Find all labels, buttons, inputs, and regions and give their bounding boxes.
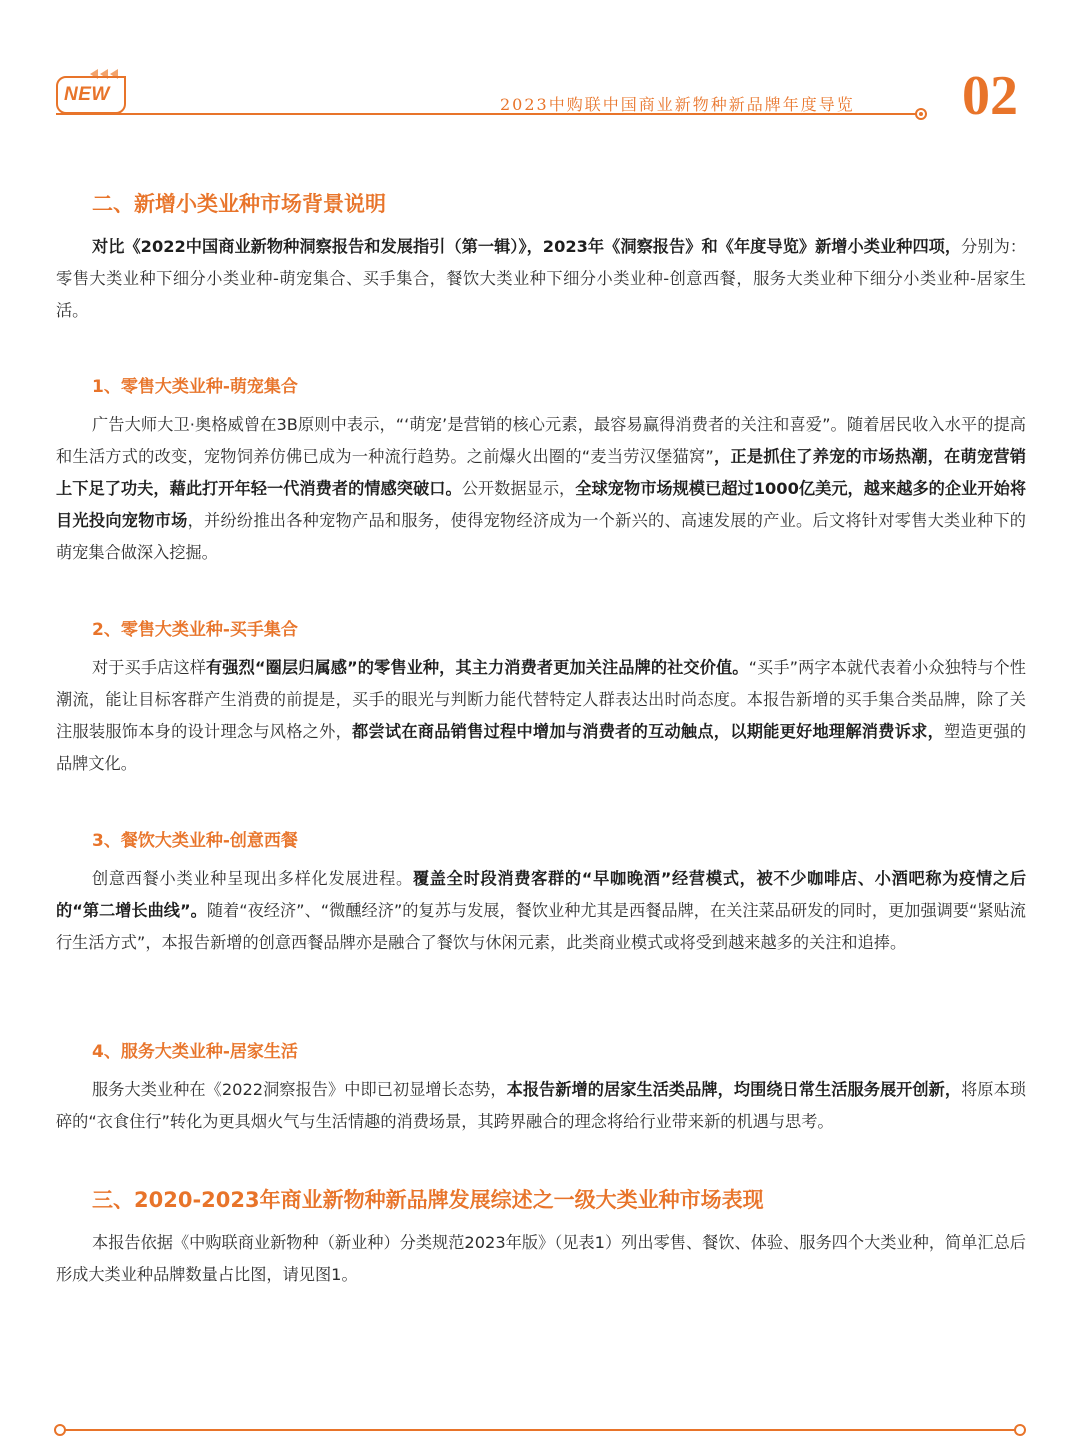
text-run: 随着“夜经济”、“微醺经济”的复苏与发展，餐饮业种尤其是西餐品牌，在关注菜品研发的同时，更加强调要“紧贴流行生活方式”，本报告新增的创意西餐品牌亦是融合了餐饮与休闲元素，此类商业模式或将受到越来越多的关注和追捧。: [56, 901, 1026, 952]
bold-run: 本报告新增的居家生活类品牌，均围绕日常生活服务展开创新，: [506, 1080, 962, 1099]
subsection-heading-home: 4、服务大类业种-居家生活: [92, 1042, 298, 1062]
bold-run: 有强烈“圈层归属感”的零售业种，其主力消费者更加关注品牌的社交价值。: [206, 658, 749, 677]
text-run: 服务大类业种在《2022洞察报告》中即已初显增长态势，: [92, 1080, 507, 1099]
paragraph-western: [56, 863, 1026, 959]
section-heading: 二、新增小类业种市场背景说明: [92, 192, 386, 216]
page-number: 02: [962, 65, 1018, 127]
bold-run: 都尝试在商品销售过程中增加与消费者的互动触点，以期能更好地理解消费诉求，: [352, 722, 945, 741]
footer-circle-icon: [1014, 1424, 1026, 1436]
text-run: 公开数据显示，: [461, 479, 576, 498]
header-title: 2023中购联中国商业新物种新品牌年度导览: [500, 95, 855, 114]
text-run: 对于买手店这样: [92, 658, 206, 677]
text-run: 塑造更强的品牌文化。: [56, 722, 1027, 773]
paragraph-buyer: [56, 652, 1026, 780]
text-run: 将原本琐碎的“衣食住行”转化为更具烟火气与生活情趣的消费场景，其跨界融合的理念将给行业带来新的机遇与思考。: [56, 1080, 1026, 1131]
page-header: [0, 0, 1080, 140]
intro-run: 分别为：零售大类业种下细分小类业种-萌宠集合、买手集合，餐饮大类业种下细分小类业种-创意西餐，服务大类业种下细分小类业种-居家生活。: [56, 237, 1027, 320]
footer-circle-icon: [54, 1424, 66, 1436]
intro-bold-run: 对比《2022中国商业新物种洞察报告和发展指引（第一辑）》，2023年《洞察报告》和《年度导览》新增小类业种四项，: [92, 237, 962, 256]
new-badge: NEW: [64, 84, 110, 105]
bold-run: ，正是抓住了养宠的市场热潮，在萌宠营销上下足了功夫，藉此打开年轻一代消费者的情感突破口。: [56, 447, 1026, 498]
header-circle-icon: [915, 108, 927, 120]
section-heading-3: 三、2020-2023年商业新物种新品牌发展综述之一级大类业种市场表现: [92, 1188, 764, 1212]
paragraph-home: [56, 1074, 1026, 1138]
paragraph-section3: 本报告依据《中购联商业新物种（新业种）分类规范2023年版》（见表1）列出零售、餐饮、体验、服务四个大类业种，简单汇总后形成大类业种品牌数量占比图，请见图1。: [56, 1233, 1026, 1284]
subsection-heading-buyer: 2、零售大类业种-买手集合: [92, 620, 298, 640]
intro-paragraph: [56, 231, 1026, 327]
text-run: “买手”两字本就代表着小众独特与个性潮流，能让目标客群产生消费的前提是，买手的眼光与判断力能代替特定人群表达出时尚态度。本报告新增的买手集合类品牌，除了关注服装服饰本身的设计理念与风格之外，: [56, 658, 1026, 741]
text-run: 广告大师大卫·奥格威曾在3B原则中表示，“‘萌宠’是营销的核心元素，最容易赢得消费者的关注和喜爱”。随着居民收入水平的提高和生活方式的改变，宠物饲养仿佛已成为一种流行趋势。之前爆火出圈的“麦当劳汉堡猫窝”: [56, 415, 1026, 466]
footer-divider: [62, 1429, 1020, 1431]
subsection-heading-western: 3、餐饮大类业种-创意西餐: [92, 831, 298, 851]
text-run: ，并纷纷推出各种宠物产品和服务，使得宠物经济成为一个新兴的、高速发展的产业。后文将针对零售大类业种下的萌宠集合做深入挖掘。: [56, 511, 1026, 562]
bold-run: 覆盖全时段消费客群的“早咖晚酒”经营模式，被不少咖啡店、小酒吧称为疫情之后的“第二增长曲线”。: [56, 869, 1027, 920]
subsection-heading-pets: 1、零售大类业种-萌宠集合: [92, 377, 298, 397]
bold-run: 全球宠物市场规模已超过1000亿美元，越来越多的企业开始将目光投向宠物市场: [56, 479, 1027, 530]
text-run: 创意西餐小类业种呈现出多样化发展进程。: [92, 869, 413, 888]
paragraph-pets: [56, 409, 1026, 569]
